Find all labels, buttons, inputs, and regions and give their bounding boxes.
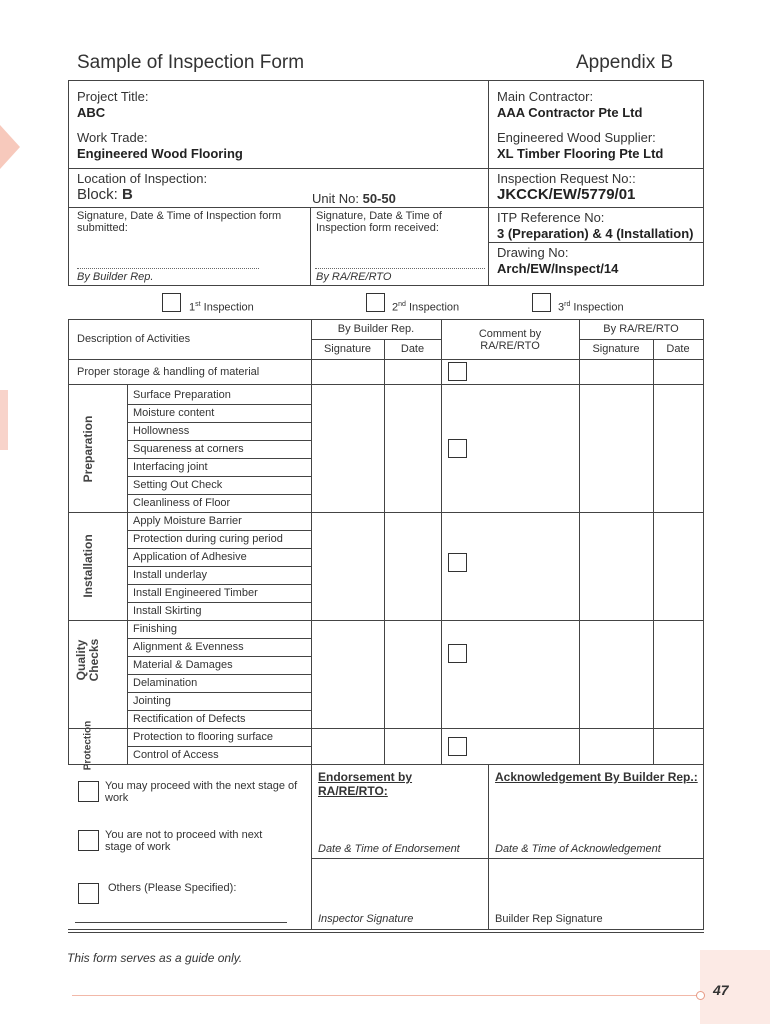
list-item: Protection to flooring surface <box>133 731 274 743</box>
endorsement-title: Endorsement by RA/RE/RTO: <box>318 770 413 798</box>
location-label: Location of Inspection: <box>77 171 208 186</box>
inspection-3-num: 3 <box>558 301 565 314</box>
acknowledgement-date-time: Date & Time of Acknowledgement <box>495 843 661 855</box>
inspection-2-sup: nd <box>398 301 406 308</box>
list-item: Cleanliness of Floor <box>133 497 231 509</box>
group-quality-label: Quality Checks <box>74 638 101 682</box>
project-title-label: Project Title: <box>77 89 149 104</box>
supplier-label: Engineered Wood Supplier: <box>497 130 656 145</box>
list-item: Install Engineered Timber <box>133 587 258 599</box>
list-item: Finishing <box>133 623 178 635</box>
request-label: Inspection Request No:: <box>497 171 636 186</box>
by-ra-label: By RA/RE/RTO <box>316 271 392 283</box>
th-builder-signature: Signature <box>323 343 372 355</box>
request-value: JKCCK/EW/5779/01 <box>497 186 636 203</box>
th-description: Description of Activities <box>77 333 191 345</box>
comment-storage-checkbox[interactable] <box>448 362 467 381</box>
option-proceed-checkbox[interactable] <box>78 781 99 802</box>
supplier-value: XL Timber Flooring Pte Ltd <box>497 146 664 161</box>
comment-preparation-checkbox[interactable] <box>448 439 467 458</box>
sig-received-label: Signature, Date & Time of Inspection form received: <box>316 210 442 234</box>
group-preparation-label: Preparation <box>81 415 95 483</box>
block-value: B <box>122 186 133 203</box>
list-item: Application of Adhesive <box>133 551 247 563</box>
th-comment: Comment by RA/RE/RTO <box>478 328 542 352</box>
list-item: Delamination <box>133 677 198 689</box>
by-builder-label: By Builder Rep. <box>77 271 154 283</box>
acknowledgement-title: Acknowledgement By Builder Rep.: <box>495 770 698 784</box>
footer-h-bottom2 <box>68 932 704 933</box>
footer-v-mid <box>488 764 489 930</box>
inspection-1-word: Inspection <box>203 301 254 314</box>
list-item: Setting Out Check <box>133 479 223 491</box>
endorsement-date-time: Date & Time of Endorsement <box>318 843 460 855</box>
footer-v-left <box>311 764 312 930</box>
option-not-proceed-checkbox[interactable] <box>78 830 99 851</box>
list-item: Material & Damages <box>133 659 233 671</box>
others-input-line[interactable] <box>75 922 287 923</box>
main-contractor-value: AAA Contractor Pte Ltd <box>497 105 643 120</box>
builder-rep-signature: Builder Rep Signature <box>495 913 603 925</box>
inspection-3-word: Inspection <box>573 301 624 314</box>
group-installation-label: Installation <box>81 534 95 598</box>
unit-value: 50-50 <box>362 191 396 206</box>
appendix-label: Appendix B <box>576 52 674 73</box>
block-label: Block: <box>77 186 118 203</box>
th-ra-date: Date <box>666 343 690 355</box>
list-item: Install Skirting <box>133 605 202 617</box>
inspection-1-sup: st <box>195 301 201 308</box>
work-trade-value: Engineered Wood Flooring <box>77 146 243 161</box>
inspection-2-word: Inspection <box>408 301 460 314</box>
list-item: Moisture content <box>133 407 215 419</box>
list-item: Squareness at corners <box>133 443 244 455</box>
itp-value: 3 (Preparation) & 4 (Installation) <box>497 226 694 241</box>
project-title-value: ABC <box>77 105 106 120</box>
list-item: Jointing <box>133 695 171 707</box>
list-item: Rectification of Defects <box>133 713 246 725</box>
option-proceed-label: You may proceed with the next stage of work <box>105 780 298 804</box>
drawing-label: Drawing No: <box>497 245 569 260</box>
list-item: Interfacing joint <box>133 461 208 473</box>
th-builder-date: Date <box>400 343 425 355</box>
list-item: Install underlay <box>133 569 207 581</box>
option-others-label: Others (Please Specified): <box>108 882 237 894</box>
list-item: Apply Moisture Barrier <box>133 515 242 527</box>
list-item: Alignment & Evenness <box>133 641 244 653</box>
page-number: 47 <box>713 982 729 998</box>
proper-storage-row: Proper storage & handling of material <box>77 366 260 378</box>
unit-label: Unit No: <box>312 191 359 206</box>
sig-submitted-label: Signature, Date & Time of Inspection form submitted: <box>77 210 282 234</box>
comment-installation-checkbox[interactable] <box>448 553 467 572</box>
list-item: Surface Preparation <box>133 389 231 401</box>
list-item: Control of Access <box>133 749 219 761</box>
inspector-signature: Inspector Signature <box>318 913 414 925</box>
group-protection-label: Protection <box>82 720 94 771</box>
inspection-1-num: 1 <box>189 301 196 314</box>
footer-h-mid <box>311 858 704 859</box>
th-by-ra: By RA/RE/RTO <box>603 323 679 335</box>
guide-note: This form serves as a guide only. <box>67 951 243 965</box>
form-title: Sample of Inspection Form <box>77 52 305 73</box>
footer-h-bottom <box>68 929 704 930</box>
comment-protection-checkbox[interactable] <box>448 737 467 756</box>
inspection-2-num: 2 <box>392 301 399 314</box>
th-ra-signature: Signature <box>592 343 640 355</box>
footer-v-right <box>703 764 704 930</box>
option-others-checkbox[interactable] <box>78 883 99 904</box>
option-not-proceed-label: You are not to proceed with next stage of work <box>105 829 263 853</box>
itp-label: ITP Reference No: <box>497 210 605 225</box>
main-contractor-label: Main Contractor: <box>497 89 594 104</box>
comment-quality-checkbox[interactable] <box>448 644 467 663</box>
inspection-3-sup: rd <box>564 301 571 308</box>
list-item: Protection during curing period <box>133 533 283 545</box>
list-item: Hollowness <box>133 425 190 437</box>
th-by-builder: By Builder Rep. <box>337 323 415 335</box>
drawing-value: Arch/EW/Inspect/14 <box>497 261 619 276</box>
work-trade-label: Work Trade: <box>77 130 148 145</box>
